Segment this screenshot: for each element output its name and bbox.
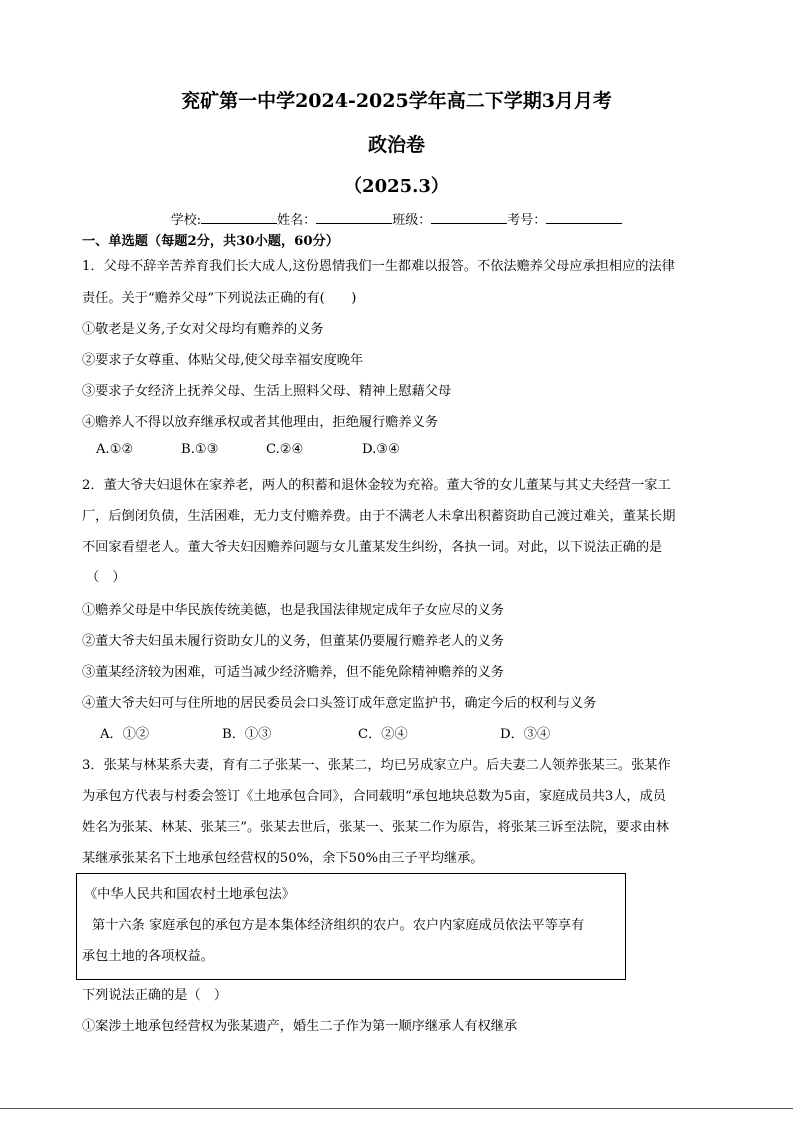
q2-item-4: ④董大爷夫妇可与住所地的居民委员会口头签订成年意定监护书，确定今后的权利与义务 xyxy=(82,696,597,711)
q1-option-d[interactable]: D.③④ xyxy=(362,442,400,457)
q1-stem-line-2: 责任。关于“赡养父母”下列说法正确的有( ) xyxy=(82,291,357,306)
law-excerpt-line-2: 承包土地的各项权益。 xyxy=(82,949,214,964)
q3-item-1: ①案涉土地承包经营权为张某遗产，婚生二子作为第一顺序继承人有权继承 xyxy=(82,1019,518,1034)
q2-stem-line-2: 厂，后倒闭负债，生活困难，无力支付赡养费。由于不满老人未拿出积蓄资助自己渡过难关，董某长期 xyxy=(82,509,676,524)
law-excerpt-title: 《中华人民共和国农村土地承包法》 xyxy=(84,887,295,902)
q2-options xyxy=(100,723,550,742)
q2-option-a[interactable]: A．①② xyxy=(100,727,150,742)
q1-option-b[interactable]: B.①③ xyxy=(181,442,219,457)
page-bottom-divider xyxy=(0,1108,793,1109)
class-label: 班级： xyxy=(392,213,432,228)
q1-item-2: ②要求子女尊重、体贴父母,使父母幸福安度晚年 xyxy=(82,353,364,368)
school-label: 学校: xyxy=(170,213,202,228)
school-blank[interactable] xyxy=(201,211,277,224)
q2-item-2: ②董大爷夫妇虽未履行资助女儿的义务，但董某仍要履行赡养老人的义务 xyxy=(82,634,504,649)
class-blank[interactable] xyxy=(431,211,507,224)
q2-option-b[interactable]: B．①③ xyxy=(222,727,272,742)
q1-item-1: ①敬老是义务,子女对父母均有赡养的义务 xyxy=(82,322,324,337)
exam-title: 兖矿第一中学2024-2025学年高二下学期3月月考 xyxy=(181,90,612,112)
q1-item-3: ③要求子女经济上抚养父母、生活上照料父母、精神上慰藉父母 xyxy=(82,384,452,399)
q3-stem-line-3: 姓名为张某、林某、张某三”。张某去世后，张某一、张某二作为原告，将张某三诉至法院，要求由林 xyxy=(82,820,669,835)
q1-stem-line-1: 1．父母不辞辛苦养育我们长大成人,这份恩情我们一生都难以报答。不依法赡养父母应承担相应的法律 xyxy=(82,259,675,274)
q3-stem-line-2: 为承包方代表与村委会签订《土地承包合同》，合同载明“承包地块总数为5亩，家庭成员共3人，成员 xyxy=(82,789,666,804)
student-info-row xyxy=(0,209,793,228)
q2-option-c[interactable]: C．②④ xyxy=(358,727,408,742)
section-heading: 一、单选题（每题2分，共30小题，60分） xyxy=(82,234,339,249)
exam-date: （2025.3） xyxy=(344,176,449,197)
name-blank[interactable] xyxy=(316,211,392,224)
q1-option-c[interactable]: C.②④ xyxy=(266,442,304,457)
law-excerpt-line-1: 第十六条 家庭承包的承包方是本集体经济组织的农户。农户内家庭成员依法平等享有 xyxy=(92,918,585,933)
q2-item-3: ③董某经济较为困难，可适当减少经济赡养，但不能免除精神赡养的义务 xyxy=(82,665,504,680)
exam-subtitle: 政治卷 xyxy=(367,134,425,156)
q3-stem-line-1: 3．张某与林某系夫妻，育有二子张某一、张某二，均已另成家立户。后夫妻二人领养张某三。张某作 xyxy=(82,758,671,773)
name-label: 姓名： xyxy=(277,213,317,228)
q2-stem-line-1: 2．董大爷夫妇退休在家养老，两人的积蓄和退休金较为充裕。董大爷的女儿董某与其丈夫经营一家工 xyxy=(82,478,671,493)
q2-item-1: ①赡养父母是中华民族传统美德，也是我国法律规定成年子女应尽的义务 xyxy=(82,603,504,618)
q3-stem-line-4: 某继承张某名下土地承包经营权的50%，余下50%由三子平均继承。 xyxy=(82,851,484,866)
q1-options xyxy=(96,442,400,457)
q2-stem-line-3: 不回家看望老人。董大爷夫妇因赡养问题与女儿董某发生纠纷，各执一词。对此，以下说法正确的是 xyxy=(82,540,663,555)
q3-question: 下列说法正确的是（ ） xyxy=(82,988,228,1003)
q1-item-4: ④赡养人不得以放弃继承权或者其他理由，拒绝履行赡养义务 xyxy=(82,415,439,430)
exam-number-label: 考号： xyxy=(507,213,547,228)
q1-option-a[interactable]: A.①② xyxy=(96,442,134,457)
q2-stem-line-4: （ ） xyxy=(86,570,126,585)
exam-number-blank[interactable] xyxy=(546,211,622,224)
q2-option-d[interactable]: D．③④ xyxy=(500,727,551,742)
